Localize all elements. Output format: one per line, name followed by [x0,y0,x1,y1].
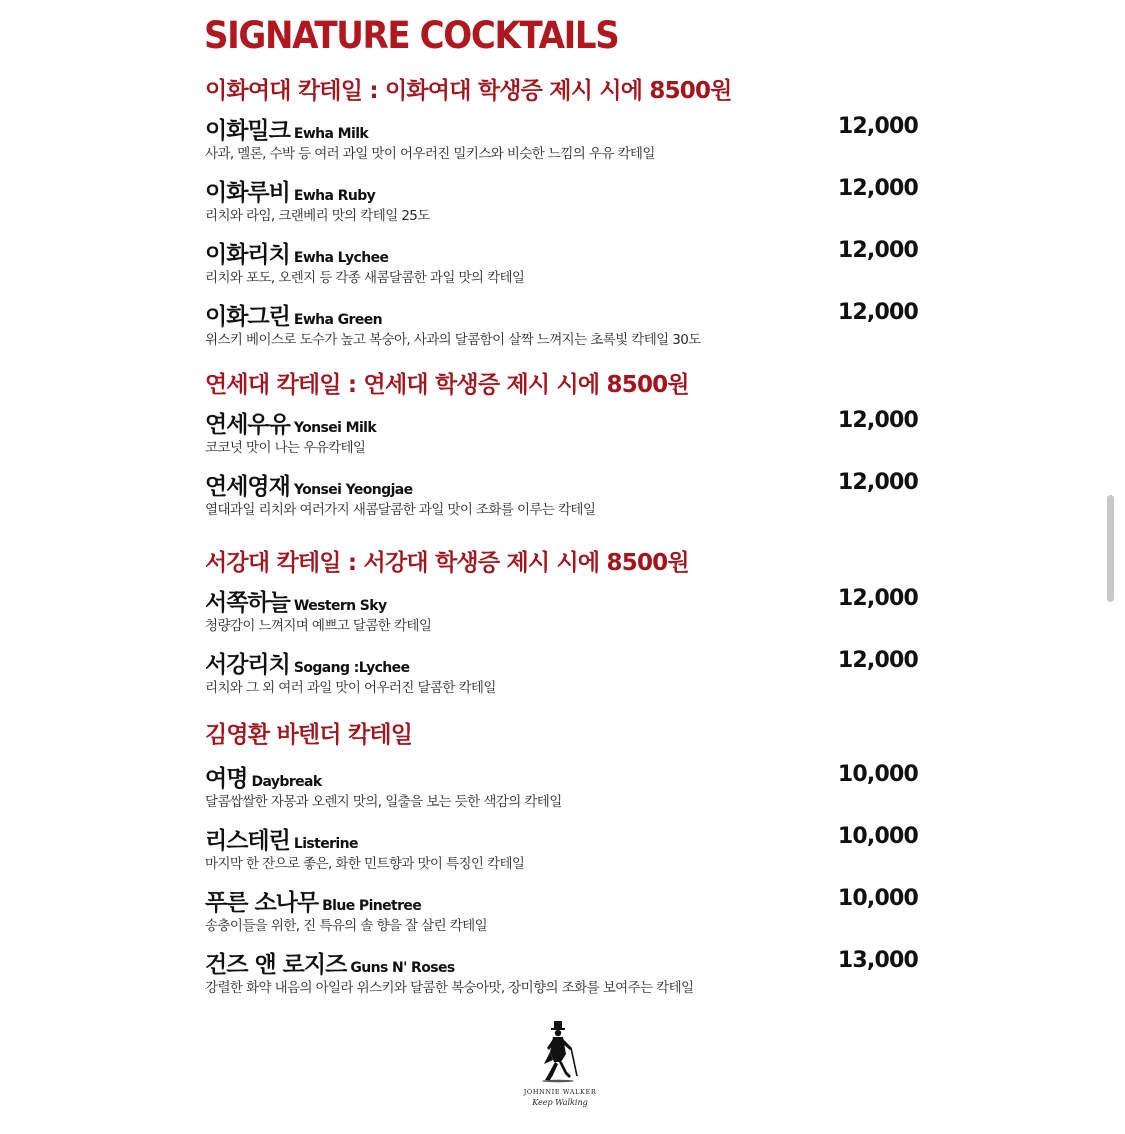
item-description: 리치와 라임, 크랜베리 맛의 칵테일 25도 [205,208,430,224]
item-description: 리치와 포도, 오렌지 등 각종 새콤달콤한 과일 맛의 칵테일 [205,270,525,286]
menu-item [205,646,925,698]
item-description: 코코넛 맛이 나는 우유칵테일 [205,440,366,456]
menu-item [205,946,925,998]
menu-item [205,584,925,636]
item-price: 10,000 [837,886,918,911]
item-description: 사과, 멜론, 수박 등 여러 과일 맛이 어우러진 밀키스와 비슷한 느낌의 우유 칵테일 [205,146,655,162]
item-name-korean: 리스테린 [205,828,290,854]
menu-item [205,406,925,458]
scrollbar-thumb[interactable] [1107,495,1114,602]
item-name-english: Blue Pinetree [322,898,422,914]
item-price: 12,000 [837,470,918,495]
menu-item [205,468,925,520]
item-price: 12,000 [837,586,918,611]
item-name-english: Yonsei Yeongjae [293,482,413,498]
menu-item [205,760,925,812]
section-title-yonsei: 연세대 칵테일 : 연세대 학생증 제시 시에 8500원 [205,372,689,398]
menu-item [205,822,925,874]
item-description: 위스키 베이스로 도수가 높고 복숭아, 사과의 달콤함이 살짝 느껴지는 초록빛 칵테일 30도 [205,332,701,348]
item-price: 13,000 [837,948,918,973]
item-name-korean: 여명 [205,766,248,792]
item-name-english: Guns N' Roses [350,960,455,976]
item-name-korean: 서강리치 [205,652,290,678]
item-description: 청량감이 느껴지며 예쁘고 달콤한 칵테일 [205,618,432,634]
page-title: SIGNATURE COCKTAILS [204,14,619,57]
section-title-sogang: 서강대 칵테일 : 서강대 학생증 제시 시에 8500원 [205,550,689,576]
menu-item [205,236,925,288]
item-name-korean: 서쪽하늘 [205,590,290,616]
item-name-english: Ewha Milk [293,126,369,142]
item-description: 송충이들을 위한, 진 특유의 솔 향을 잘 살린 칵테일 [205,918,488,934]
item-name-korean: 푸른 소나무 [205,890,319,916]
item-name-english: Yonsei Milk [293,420,377,436]
item-price: 12,000 [837,176,918,201]
item-price: 12,000 [837,408,918,433]
item-description: 강렬한 화약 내음의 아일라 위스키와 달콤한 복숭아맛, 장미향의 조화를 보여주는 칵테일 [205,980,694,996]
logo-slogan: Keep Walking [532,1098,588,1107]
menu-item [205,298,925,350]
logo-brand-name: JOHNNIE WALKER [523,1088,597,1096]
item-name-english: Listerine [293,836,358,852]
item-name-english: Daybreak [251,774,322,790]
item-name-english: Ewha Green [293,312,383,328]
item-price: 12,000 [837,648,918,673]
item-name-korean: 이화루비 [205,180,290,206]
item-description: 열대과일 리치와 여러가지 새콤달콤한 과일 맛이 조화를 이루는 칵테일 [205,502,596,518]
item-description: 마지막 한 잔으로 좋은, 화한 민트향과 맛이 특징인 칵테일 [205,856,525,872]
item-name-korean: 건즈 앤 로지즈 [205,952,347,978]
section-title-ewha: 이화여대 칵테일 : 이화여대 학생증 제시 시에 8500원 [205,78,732,104]
item-name-korean: 이화밀크 [205,118,290,144]
item-price: 10,000 [837,824,918,849]
item-name-korean: 이화그린 [205,304,290,330]
menu-item [205,174,925,226]
item-name-korean: 연세영재 [205,474,290,500]
item-description: 리치와 그 외 여러 과일 맛이 어우러진 달콤한 칵테일 [205,680,496,696]
menu-item [205,112,925,164]
item-name-korean: 이화리치 [205,242,290,268]
item-name-english: Sogang :Lychee [293,660,410,676]
item-name-english: Western Sky [293,598,387,614]
item-price: 12,000 [837,114,918,139]
item-name-english: Ewha Lychee [293,250,389,266]
brand-logo [520,1018,600,1118]
item-name-english: Ewha Ruby [293,188,376,204]
item-price: 10,000 [837,762,918,787]
section-title-bartender: 김영환 바텐더 칵테일 [205,722,413,748]
item-price: 12,000 [837,238,918,263]
menu-item [205,884,925,936]
item-name-korean: 연세우유 [205,412,290,438]
item-description: 달콤쌉쌀한 자몽과 오렌지 맛의, 일출을 보는 듯한 색감의 칵테일 [205,794,562,810]
item-price: 12,000 [837,300,918,325]
